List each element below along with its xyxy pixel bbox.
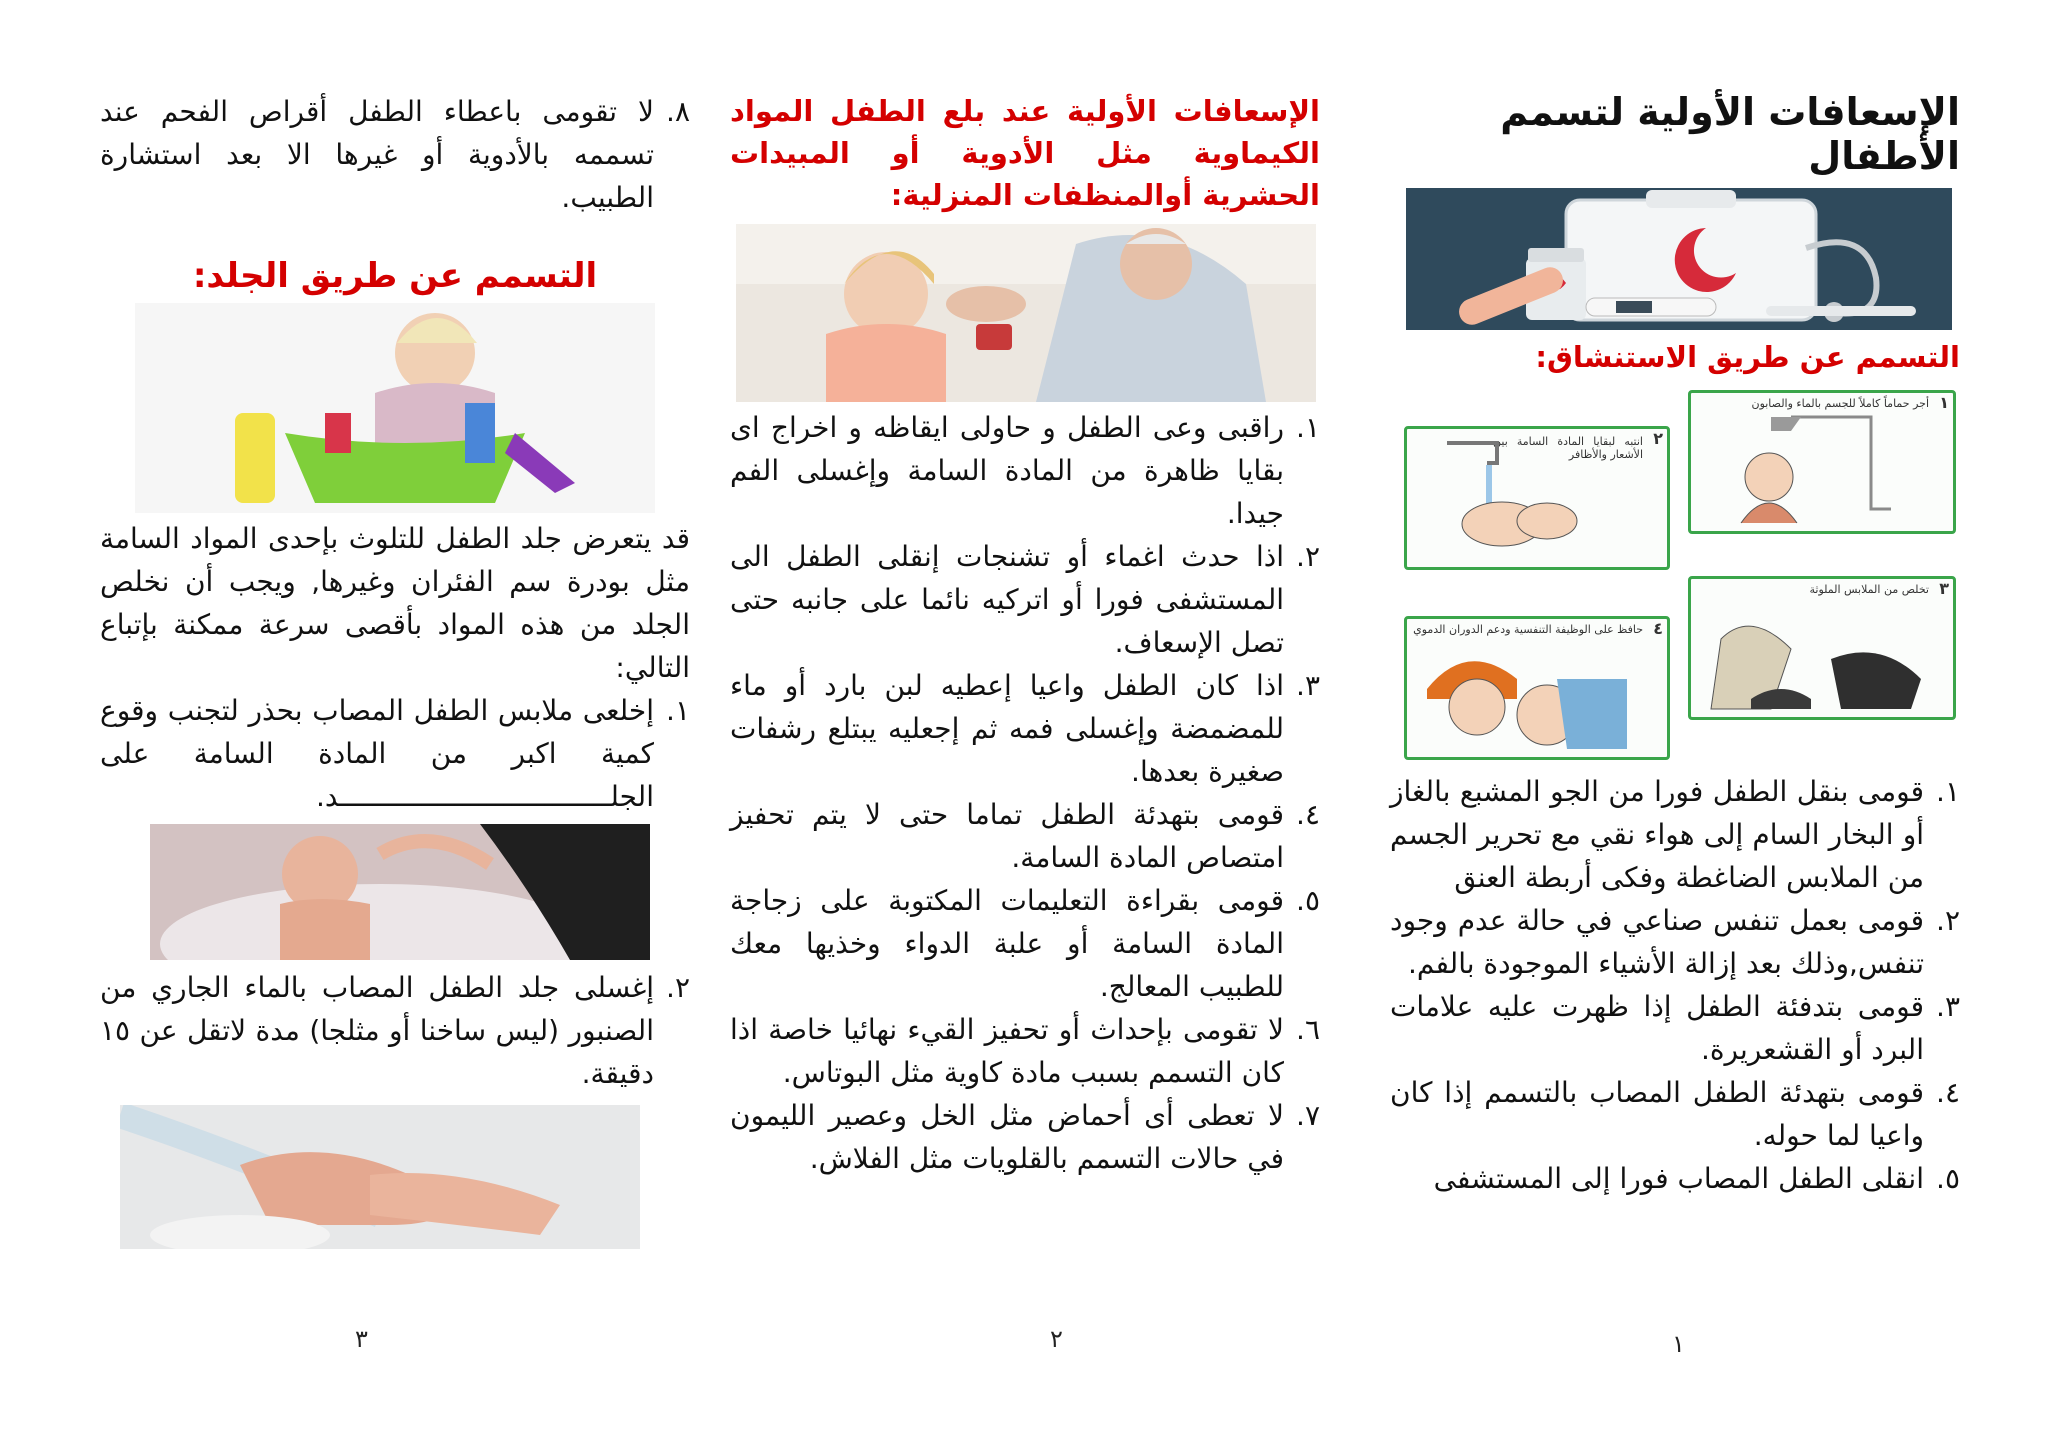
column-page-1	[1390, 90, 1960, 1200]
skin-intro: قد يتعرض جلد الطفل للتلوث بإحدى المواد السامة مثل بودرة سم الفئران وغيرها, ويجب أن نخلص الجلد من هذه المواد بأقصى سرعة ممكنة بإتباع التالي:	[100, 522, 690, 684]
list-item: ٢. قومى بعمل تنفس صناعي في حالة عدم وجود تنفس,وذلك بعد إزالة الأشياء الموجودة بالفم.	[1390, 904, 1960, 980]
ingestion-heading: الإسعافات الأولية عند بلع الطفل المواد الكيماوية مثل الأدوية أو المبيدات الحشرية أوالمنظفات المنزلية:	[730, 94, 1320, 212]
continued-steps-list	[100, 90, 690, 219]
inhalation-steps-list	[1390, 770, 1960, 1200]
list-item: ٦. لا تقومى بإحداث أو تحفيز القيء نهائيا خاصة اذا كان التسمم بسبب مادة كاوية مثل البوتاس.	[730, 1013, 1320, 1089]
list-item: ١. إخلعى ملابس الطفل المصاب بحذر لتجنب وقوع كمية اكبر من المادة السامة على الجلـــــــــــــــــــــــــــــــــد.	[100, 694, 690, 813]
panel-caption: انتبه لبقايا المادة السامة بين الأشعار والأظافر	[1493, 435, 1643, 461]
page-title: الإسعافات الأولية لتسمم الأطفال	[1500, 90, 1960, 178]
panel-clothes-image	[1688, 576, 1956, 720]
panel-number: ١	[1939, 393, 1949, 412]
list-item: ٤. قومى بتهدئة الطفل تماما حتى لا يتم تحفيز امتصاص المادة السامة.	[730, 798, 1320, 874]
list-item: ١. قومى بنقل الطفل فورا من الجو المشبع بالغاز أو البخار السام إلى هواء نقي مع تحرير الجسم من الملابس الضاغطة وفكى أربطة العنق	[1390, 775, 1960, 894]
panel-resuscitation-image	[1404, 616, 1670, 760]
inhalation-heading: التسمم عن طريق الاستنشاق:	[1535, 340, 1960, 374]
first-aid-banner-image	[1406, 188, 1952, 330]
page-number-2: ٢	[1050, 1325, 1063, 1353]
panel-caption: حافظ على الوظيفة التنفسية ودعم الدوران الدموي	[1413, 623, 1643, 636]
baby-bath-image	[150, 824, 650, 960]
inhalation-steps-illustration	[1400, 386, 1960, 766]
panel-caption: تخلص من الملابس الملوثة	[1809, 583, 1929, 596]
list-item: ٣. قومى بتدفئة الطفل إذا ظهرت عليه علامات البرد أو القشعريرة.	[1390, 990, 1960, 1066]
list-item: ٤. قومى بتهدئة الطفل المصاب بالتسمم إذا كان واعيا لما حوله.	[1390, 1076, 1960, 1152]
running-water-hands-image	[120, 1105, 640, 1249]
skin-steps-list	[100, 689, 690, 818]
panel-number: ٤	[1653, 619, 1663, 638]
list-item: ٣. اذا كان الطفل واعيا إعطيه لبن بارد أو ماء للمضمضة وإغسلى فمه ثم إجعليه يبتلع رشفات صغيرة بعدها.	[730, 669, 1320, 788]
list-item: ٥. قومى بقراءة التعليمات المكتوبة على زجاجة المادة السامة أو علبة الدواء وخذيها معك للطبيب المعالج.	[730, 884, 1320, 1003]
list-item: ٥. انقلى الطفل المصاب فورا إلى المستشفى	[1433, 1162, 1960, 1195]
grandfather-child-image	[736, 224, 1316, 402]
panel-number: ٢	[1653, 429, 1663, 448]
list-item: ٧. لا تعطى أى أحماض مثل الخل وعصير الليمون في حالات التسمم بالقلويات مثل الفلاش.	[730, 1099, 1320, 1175]
ingestion-steps-list	[730, 406, 1320, 1180]
list-item: ٢. إغسلى جلد الطفل المصاب بالماء الجاري من الصنبور (ليس ساخنا أو مثلجا) مدة لاتقل عن ١٥ دقيقة.	[100, 971, 690, 1090]
skin-heading: التسمم عن طريق الجلد:	[192, 256, 598, 296]
panel-shower-image	[1688, 390, 1956, 534]
list-item: ٨. لا تقومى باعطاء الطفل أقراص الفحم عند تسممه بالأدوية أو غيرها الا بعد استشارة الطبيب.	[100, 95, 690, 214]
panel-washing-image	[1404, 426, 1670, 570]
panel-number: ٣	[1939, 579, 1949, 598]
child-cleaning-products-image	[135, 303, 655, 513]
page-number-1: ١	[1672, 1330, 1685, 1358]
panel-caption: أجر حماماً كاملاً للجسم بالماء والصابون	[1751, 397, 1929, 410]
page-number-3: ٣	[355, 1325, 368, 1353]
skin-steps-list-2	[100, 966, 690, 1095]
column-page-2	[730, 90, 1320, 1180]
column-page-3	[100, 90, 690, 1249]
list-item: ٢. اذا حدث اغماء أو تشنجات إنقلى الطفل الى المستشفى فورا أو اتركيه نائما على جانبه حتى تصل الإسعاف.	[730, 540, 1320, 659]
list-item: ١. راقبى وعى الطفل و حاولى ايقاظه و اخراج اى بقايا ظاهرة من المادة السامة وإغسلى الفم جيدا.	[730, 411, 1320, 530]
